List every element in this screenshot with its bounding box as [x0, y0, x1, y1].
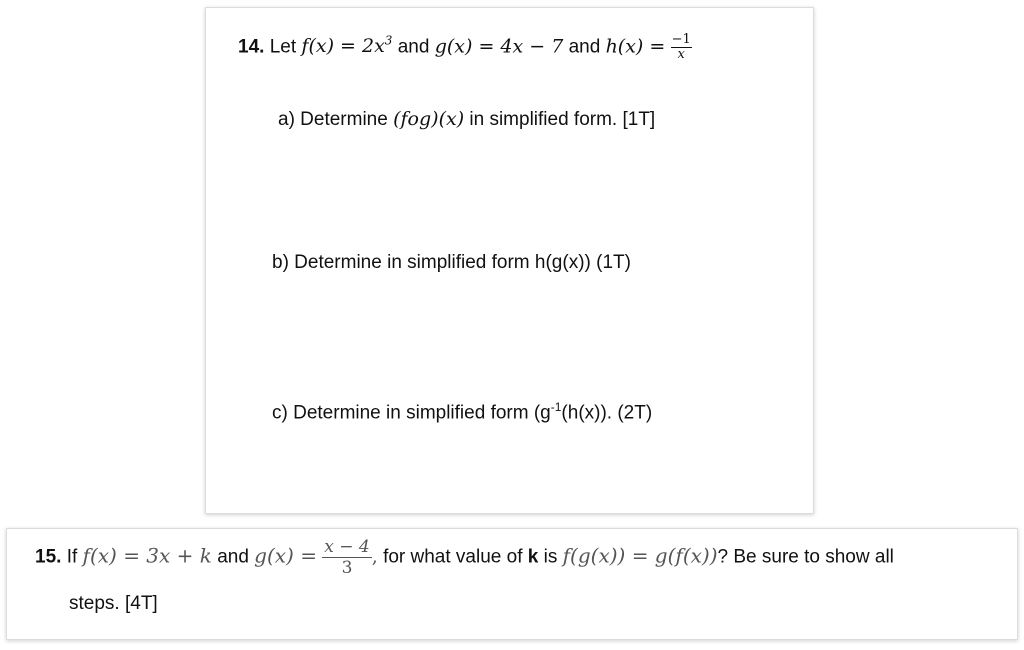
question-14-card — [205, 7, 814, 514]
g-denominator-15: 3 — [341, 558, 353, 578]
comma: , — [371, 545, 378, 568]
question-15-line2: steps. [4T] — [69, 593, 158, 614]
h-definition-lhs: h(x) = — [605, 35, 666, 58]
and-word: and — [568, 36, 601, 58]
question-14-statement — [238, 30, 692, 62]
question-15-statement — [35, 537, 894, 578]
question-14-number: 14. — [238, 36, 265, 58]
composition-equation: f(g(x)) = g(f(x)) — [562, 543, 718, 568]
question-14c — [272, 396, 652, 424]
f-definition-15: f(x) = 3x + k — [82, 543, 212, 568]
h-fraction — [671, 33, 692, 62]
and-word: and — [397, 36, 430, 58]
question-15-tail: ? Be sure to show all — [717, 546, 894, 568]
question-15-number: 15. — [35, 546, 62, 568]
for-what-text: for what value of — [383, 546, 523, 568]
g-fraction-15 — [322, 537, 371, 578]
question-14a-prefix: a) Determine — [278, 109, 388, 130]
h-numerator: −1 — [671, 31, 691, 47]
question-14a — [278, 108, 655, 131]
inverse-superscript: -1 — [550, 400, 562, 414]
question-14c-suffix: (h(x)). (2T) — [561, 402, 653, 424]
g-definition-15-lhs: g(x) = — [254, 543, 317, 568]
question-14-lead: Let — [269, 36, 297, 58]
h-denominator: x — [677, 46, 685, 62]
f-definition: $f(x) = 2x^3$ — [301, 34, 393, 58]
g-numerator-15: x − 4 — [324, 537, 370, 557]
if-word: If — [66, 546, 78, 568]
is-word: is — [543, 546, 558, 568]
question-15-card — [6, 528, 1018, 640]
question-14a-suffix: in simplified form. [1T] — [469, 109, 656, 130]
g-definition: g(x) = 4x − 7 — [434, 35, 564, 58]
and-word: and — [217, 546, 249, 568]
question-14a-math: (fog)(x) — [393, 108, 465, 130]
question-14b: b) Determine in simplified form h(g(x)) (1T) — [272, 252, 631, 273]
question-14c-prefix: c) Determine in simplified form (g — [272, 402, 551, 424]
k-variable: k — [527, 546, 539, 568]
